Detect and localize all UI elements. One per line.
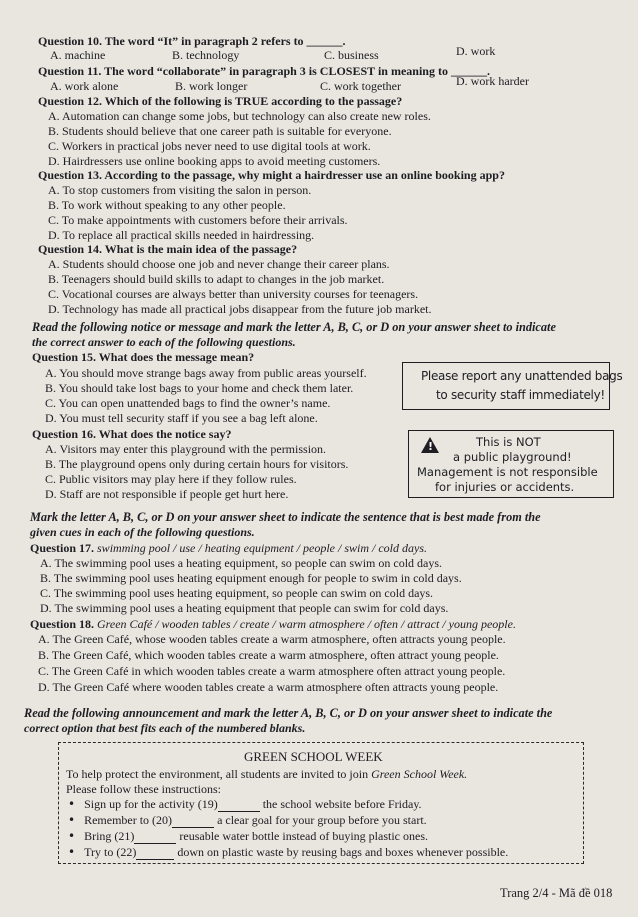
bullet-19-post: the school website before Friday. bbox=[259, 797, 422, 811]
q17-cue: swimming pool / use / heating equipment / people / swim / cold days. bbox=[97, 541, 427, 555]
bullet-20-pre: Remember to (20) bbox=[84, 813, 173, 827]
q14-option-b: B. Teenagers should build skills to adapt to changes in the job market. bbox=[48, 272, 385, 286]
warning-exclamation-icon: ! bbox=[428, 440, 434, 453]
q15-stem: Question 15. What does the message mean? bbox=[32, 350, 255, 364]
q11-option-c: C. work together bbox=[320, 79, 401, 93]
announcement-event-name: Green School Week. bbox=[371, 767, 468, 781]
q17-option-a: A. The swimming pool uses a heating equipment, so people can swim on cold days. bbox=[40, 556, 443, 570]
q11-stem: Question 11. The word “collaborate” in paragraph 3 is CLOSEST in meaning to ______. bbox=[38, 64, 490, 78]
q17-option-d: D. The swimming pool uses a heating equipment that people can swim for cold days. bbox=[40, 601, 449, 615]
q10-option-a: A. machine bbox=[50, 48, 106, 62]
q10-option-c: C. business bbox=[324, 48, 379, 62]
instruction-announcement-line1: Read the following announcement and mark the letter A, B, C, or D on your answer sheet to indicate the bbox=[24, 706, 553, 720]
blank-19 bbox=[218, 797, 260, 812]
q11-option-d: D. work harder bbox=[456, 74, 529, 88]
instruction-cues-line1: Mark the letter A, B, C, or D on your answer sheet to indicate the sentence that is best made from the bbox=[30, 510, 541, 524]
bullet-icon: • bbox=[68, 829, 76, 843]
bullet-22-post: down on plastic waste by reusing bags and boxes whenever possible. bbox=[174, 845, 509, 859]
bullet-icon: • bbox=[68, 813, 76, 827]
instruction-notice-line1: Read the following notice or message and mark the letter A, B, C, or D on your answer sheet to indicate bbox=[32, 320, 556, 334]
announcement-bullet-21 bbox=[68, 829, 428, 844]
instruction-announcement-line2: correct option that best fits each of the numbered blanks. bbox=[24, 721, 306, 735]
bullet-19-pre: Sign up for the activity (19) bbox=[84, 797, 218, 811]
q17-option-c: C. The swimming pool uses heating equipment, so people can swim on cold days. bbox=[40, 586, 434, 600]
q15-notice-line2: to security staff immediately! bbox=[436, 388, 605, 402]
q18-header bbox=[30, 617, 516, 631]
q18-option-b: B. The Green Café, which wooden tables create a warm atmosphere, often attract young people. bbox=[38, 648, 499, 662]
q16-stem: Question 16. What does the notice say? bbox=[32, 427, 232, 441]
q12-stem: Question 12. Which of the following is TRUE according to the passage? bbox=[38, 94, 403, 108]
q15-option-d: D. You must tell security staff if you see a bag left alone. bbox=[45, 411, 318, 425]
q16-option-a: A. Visitors may enter this playground with the permission. bbox=[45, 442, 327, 456]
q15-option-b: B. You should take lost bags to your home and check them later. bbox=[45, 381, 354, 395]
announcement-title: GREEN SCHOOL WEEK bbox=[244, 749, 383, 764]
q15-notice-line1: Please report any unattended bags bbox=[421, 369, 623, 383]
q13-option-d: D. To replace all practical skills needed in hairdressing. bbox=[48, 228, 315, 242]
announcement-bullet-20 bbox=[68, 813, 427, 828]
announcement-intro-text: To help protect the environment, all students are invited to join bbox=[66, 767, 372, 781]
q11-option-a: A. work alone bbox=[50, 79, 119, 93]
bullet-21-post: reusable water bottle instead of buying plastic ones. bbox=[176, 829, 429, 843]
blank-22 bbox=[136, 845, 174, 860]
q18-option-d: D. The Green Café where wooden tables create a warm atmosphere often attracts young people. bbox=[38, 680, 499, 694]
q15-option-c: C. You can open unattended bags to find the owner’s name. bbox=[45, 396, 331, 410]
q14-option-c: C. Vocational courses are always better than university courses for teenagers. bbox=[48, 287, 419, 301]
q12-option-a: A. Automation can change some jobs, but technology can also create new roles. bbox=[48, 109, 431, 123]
announcement-follow: Please follow these instructions: bbox=[66, 782, 221, 796]
q14-stem: Question 14. What is the main idea of the passage? bbox=[38, 242, 298, 256]
q16-notice-line2: a public playground! bbox=[453, 450, 572, 464]
announcement-intro bbox=[66, 767, 467, 781]
q16-option-b: B. The playground opens only during certain hours for visitors. bbox=[45, 457, 349, 471]
q12-option-c: C. Workers in practical jobs never need to use digital tools at work. bbox=[48, 139, 371, 153]
q13-stem: Question 13. According to the passage, why might a hairdresser use an online booking app? bbox=[38, 168, 505, 182]
q16-notice-line3: Management is not responsible bbox=[417, 465, 598, 479]
blank-20 bbox=[172, 813, 214, 828]
q13-option-a: A. To stop customers from visiting the salon in person. bbox=[48, 183, 312, 197]
announcement-bullet-19 bbox=[68, 797, 422, 812]
q17-option-b: B. The swimming pool uses heating equipment enough for people to swim in cold days. bbox=[40, 571, 462, 585]
q16-option-d: D. Staff are not responsible if people get hurt here. bbox=[45, 487, 289, 501]
q13-option-c: C. To make appointments with customers before their arrivals. bbox=[48, 213, 348, 227]
q12-option-b: B. Students should believe that one career path is suitable for everyone. bbox=[48, 124, 392, 138]
q16-notice-line1: This is NOT bbox=[476, 435, 541, 449]
blank-21 bbox=[134, 829, 176, 844]
q11-option-b: B. work longer bbox=[175, 79, 248, 93]
bullet-22-pre: Try to (22) bbox=[84, 845, 137, 859]
q18-cue: Green Café / wooden tables / create / warm atmosphere / often / attract / young people. bbox=[97, 617, 516, 631]
q10-option-d: D. work bbox=[456, 44, 496, 58]
q12-option-d: D. Hairdressers use online booking apps to avoid meeting customers. bbox=[48, 154, 381, 168]
q18-label: Question 18. bbox=[30, 617, 95, 631]
q16-notice-box bbox=[408, 430, 614, 498]
q13-option-b: B. To work without speaking to any other people. bbox=[48, 198, 286, 212]
bullet-icon: • bbox=[68, 845, 76, 859]
q16-notice-line4: for injuries or accidents. bbox=[435, 480, 575, 494]
bullet-21-pre: Bring (21) bbox=[84, 829, 135, 843]
q18-option-c: C. The Green Café in which wooden tables create a warm atmosphere often attract young people. bbox=[38, 664, 506, 678]
q10-option-b: B. technology bbox=[172, 48, 240, 62]
q10-stem: Question 10. The word “It” in paragraph 2 refers to ______. bbox=[38, 34, 346, 48]
announcement-bullet-22 bbox=[68, 845, 508, 860]
q15-option-a: A. You should move strange bags away from public areas yourself. bbox=[45, 366, 367, 380]
q17-label: Question 17. bbox=[30, 541, 95, 555]
page-footer: Trang 2/4 - Mã đề 018 bbox=[500, 886, 613, 900]
q14-option-a: A. Students should choose one job and never change their career plans. bbox=[48, 257, 390, 271]
q15-notice-box bbox=[402, 362, 623, 410]
q14-option-d: D. Technology has made all practical jobs disappear from the future job market. bbox=[48, 302, 432, 316]
bullet-icon: • bbox=[68, 797, 76, 811]
q17-header bbox=[30, 541, 427, 555]
instruction-cues-line2: given cues in each of the following questions. bbox=[30, 525, 255, 539]
q16-option-c: C. Public visitors may play here if they follow rules. bbox=[45, 472, 297, 486]
q18-option-a: A. The Green Café, whose wooden tables create a warm atmosphere, often attracts young people. bbox=[38, 632, 506, 646]
instruction-notice-line2: the correct answer to each of the following questions. bbox=[32, 335, 296, 349]
bullet-20-post: a clear goal for your group before you start. bbox=[214, 813, 427, 827]
